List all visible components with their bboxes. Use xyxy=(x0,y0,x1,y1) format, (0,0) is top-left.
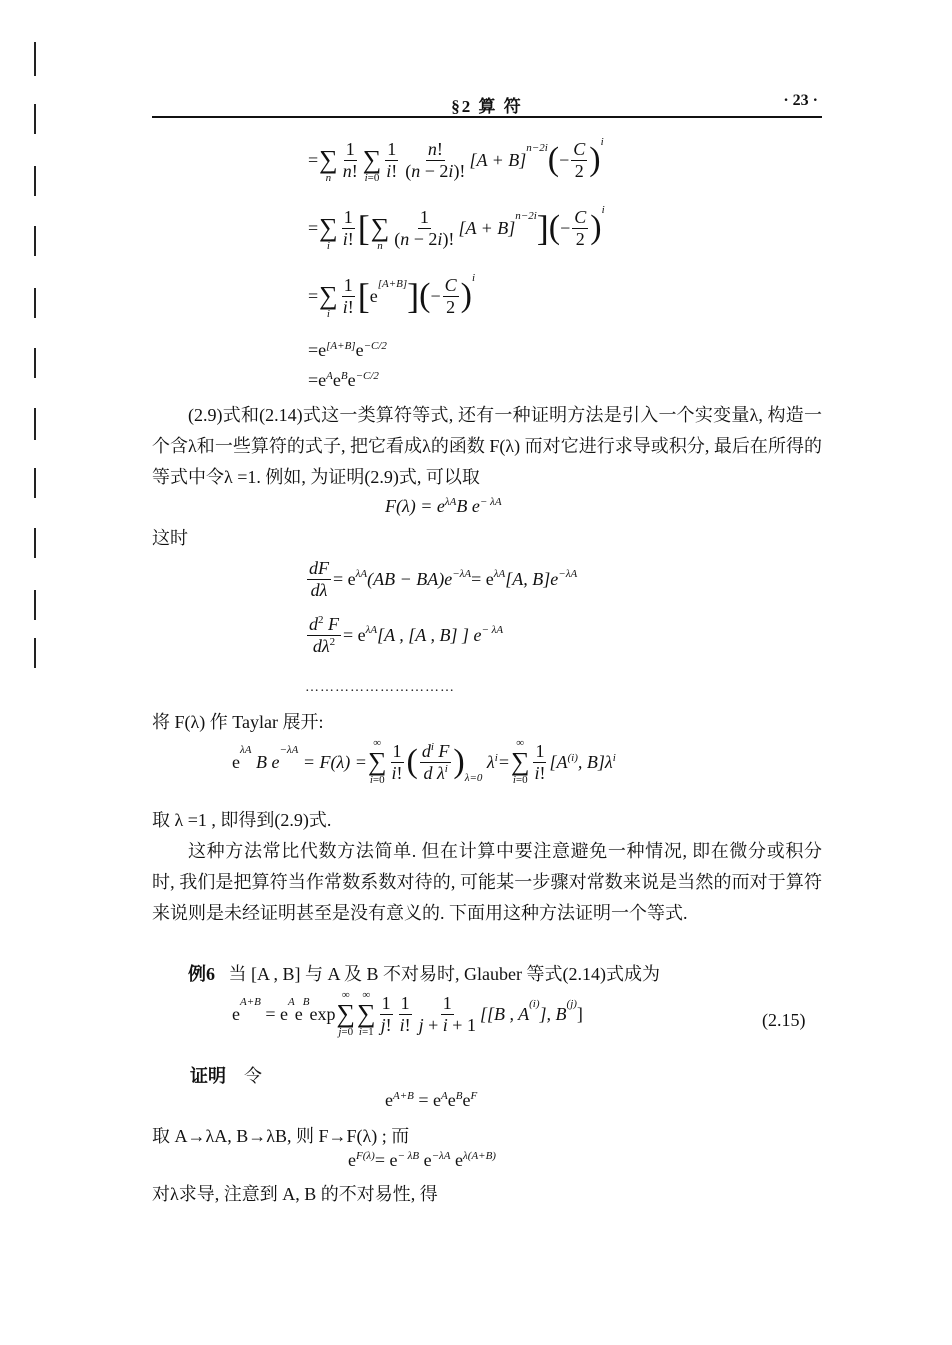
derivation-line-5: =e $^A$ e $^B$ e $^{-C/2}$ xyxy=(308,370,379,390)
proof-label: 证明 xyxy=(190,1066,226,1086)
paragraph-differentiate: 对λ求导, 注意到 A, B 的不对易性, 得 xyxy=(152,1184,438,1204)
equation-term: [A, B]e xyxy=(505,568,559,589)
exponent: λA xyxy=(444,496,457,508)
margin-bar xyxy=(34,226,36,256)
margin-bar xyxy=(34,288,36,318)
equation-first-derivative: $\frac{dF}{d\lambda}$ = e $^{\lambda A}$ (AB − BA)e $^{-\lambda A}$ = e $^{\lambda A}$ [A, B]e $^{-\lambda A}$ xyxy=(309,558,578,600)
example-6 xyxy=(188,960,660,986)
exponent: − λA xyxy=(479,496,502,508)
derivation-term: e xyxy=(355,340,364,360)
paragraph-method: (2.9)式和(2.14)式这一类算符等式, 还有一种证明方法是引入一个实变量λ, 构造一个含λ和一些算符的式子, 把它看成λ的函数 F(λ) 而对它进行求导或积分, 最后在所得的等式中令λ =1. 例如, 为证明(2.9)式, 可以取 xyxy=(152,405,822,487)
header-rule xyxy=(152,116,822,118)
margin-bar xyxy=(34,528,36,558)
equation-term: (AB − BA)e xyxy=(367,568,453,589)
proof-text: 令 xyxy=(244,1066,262,1086)
equation-proof-def: e $^{A+B}$ = e $^A$ e $^B$ e $^F$ xyxy=(385,1090,478,1110)
exponent: −C/2 xyxy=(355,370,379,382)
equation-term: [[B , A xyxy=(479,1003,530,1024)
equation-taylor: e $^{\lambda A}$ B e $^{-\lambda A}$ = F(λ) = ∞ ∑ i=0 $\frac{1}{i!}$ ( $\frac{d^i F}{d \lambda^i}$ ) $_{\lambda=0}$ $\lambda^i=$ ∞ ∑ i=0 $\frac{1}{i!}$ [$A^{(i)}$, $B]\lambda^i$ xyxy=(232,737,616,786)
exponent: B xyxy=(340,370,348,382)
page-header xyxy=(152,92,822,118)
equation-F-definition xyxy=(385,496,502,517)
exponent: −C/2 xyxy=(363,340,387,352)
equation-number: (2.15) xyxy=(762,1010,806,1030)
paragraph-caution: 这种方法常比代数方法简单. 但在计算中要注意避免一种情况, 即在微分或积分时, 我们是把算符当作常数系数对待的, 可能某一步骤对常数来说是当然的而对于算符来说则是未经证明甚至是没有意义的. 下面用这种方法证明一个等式. xyxy=(152,841,822,923)
equation-term: B e xyxy=(456,496,480,516)
equation-term: e xyxy=(385,1090,393,1110)
equation-glauber: e $^{A+B}$ = e $^A$ e $^B$ exp ∞ ∑ j=0 ∞ ∑ i=1 $\frac{1}{j!}$ $\frac{1}{i!}$ $\frac{1}{j + i + 1}$ [[B , A $^{(i)}$ ], B $^{(j)}$ ] xyxy=(232,989,583,1038)
exponent: A xyxy=(326,370,333,382)
derivation-term: =e xyxy=(308,370,327,390)
derivation-term: [A + B] xyxy=(469,149,527,170)
margin-bar xyxy=(34,638,36,668)
paragraph-substitution: 取 A→λA, B→λB, 则 F→F(λ) ; 而 xyxy=(152,1126,410,1146)
page-number: · 23 · xyxy=(783,92,818,109)
equation-term: F(λ) = e xyxy=(385,496,445,516)
equation-term: [A , [A , B] ] e xyxy=(377,624,482,645)
equation-second-derivative: $\frac{d^2 F}{d\lambda^2}$ = e $^{\lambda A}$ [A , [A , B] ] e $^{- \lambda A}$ xyxy=(309,614,504,656)
exponent: n−2i xyxy=(515,210,537,222)
margin-bar xyxy=(34,348,36,378)
paragraph-take-lambda: 取 λ =1 , 即得到(2.9)式. xyxy=(152,810,332,830)
exponent: [A+B] xyxy=(326,340,356,352)
example-text: 当 [A , B] 与 A 及 B 不对易时, Glauber 等式(2.14)式成为 xyxy=(228,964,660,984)
ellipsis-line: ………………………… xyxy=(305,680,455,695)
label-zheshi: 这时 xyxy=(152,528,188,548)
exponent: [A+B] xyxy=(377,278,408,290)
margin-bar xyxy=(34,104,36,134)
equation-F-lambda: e $^{F(\lambda)}$ = e $^{- \lambda B}$ e $^{-\lambda A}$ e $^{\lambda(A+B)}$ xyxy=(348,1150,496,1170)
margin-bar xyxy=(34,590,36,620)
derivation-line-2: = ∑ i $\frac{1}{i!}$ [ ∑ n $\frac{1}{(n - 2i)!}$ [A + B] $^{n-2i}$ ] ( − $\frac{C}{2}$ ) $^i$ xyxy=(308,204,605,252)
example-label: 例6 xyxy=(188,964,215,984)
equation-term: e xyxy=(348,1150,356,1170)
margin-bar xyxy=(34,468,36,498)
margin-bar xyxy=(34,42,36,76)
equation-term: = e xyxy=(333,568,356,589)
paragraph-taylor: 将 F(λ) 作 Taylar 展开: xyxy=(152,712,324,732)
derivation-line-4 xyxy=(308,340,387,361)
margin-bar xyxy=(34,408,36,440)
section-title: §2 算 符 xyxy=(451,97,523,116)
exponent: n−2i xyxy=(526,142,548,154)
equation-term: = e xyxy=(471,568,494,589)
derivation-line-3: = ∑ i $\frac{1}{i!}$ [ e [A+B] ] ( − $\frac{C}{2}$ ) $^i$ xyxy=(308,272,476,320)
derivation-line-1: = ∑ n $\frac{1}{n!}$ ∑ i=0 $\frac{1}{i!}$ $\frac{n!}{(n - 2i)!}$ [A + B] $^{n-2i}$ ( − $\frac{C}{2}$ ) $^i$ xyxy=(308,136,604,184)
margin-bar xyxy=(34,166,36,196)
proof-intro xyxy=(190,1062,262,1088)
derivation-term: =e xyxy=(308,340,327,360)
